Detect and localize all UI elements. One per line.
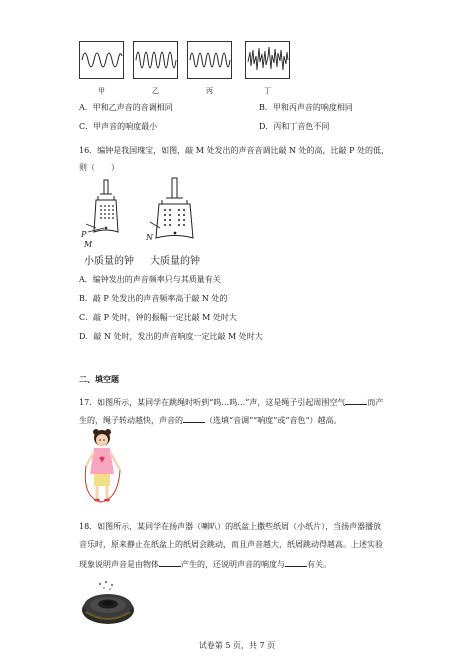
jump-rope-girl-illustration <box>80 426 126 506</box>
waveform-label-ding: 丁 <box>264 87 271 95</box>
q18-blank-1[interactable] <box>159 558 181 567</box>
bell-label-p: P <box>81 230 87 239</box>
q18-line1: 18．如图所示，某同学在扬声器（喇叭）的纸盆上撒些纸屑（小纸片），当扬声器播放 <box>79 522 382 531</box>
bell-caption-large: 大质量的钟 <box>150 256 200 267</box>
q15-option-b: B．甲和丙声音的响度相同 <box>259 103 353 112</box>
q15-option-c: C．甲声音的响度最小 <box>79 122 158 131</box>
q17-line1-tail: 而产 <box>367 398 384 407</box>
page-footer: 试卷第 5 页，共 7 页 <box>198 641 276 650</box>
bell-label-m: M <box>84 240 93 249</box>
waveform-ding-graphic <box>246 42 289 78</box>
q17-line2-text: 生的，绳子转动越快，声音的 <box>79 416 183 425</box>
q16-stem-line2: 则（ ） <box>79 163 119 172</box>
waveform-label-jia: 甲 <box>98 87 105 95</box>
section-title: 二、填空题 <box>79 374 119 384</box>
small-bell <box>86 180 118 232</box>
waveform-ding <box>245 41 290 79</box>
q18-line3 <box>79 558 331 570</box>
q16-option-a: A．编钟发出的声音频率只与其质量有关 <box>79 275 221 284</box>
q15-option-a: A．甲和乙声音的音调相同 <box>79 103 173 112</box>
q17-line1 <box>79 396 383 408</box>
q16-stem-line1: 16．编钟是我国瑰宝，如图，敲 M 处发出的声音音调比敲 N 处的高，比敲 P 处的低， <box>79 146 390 155</box>
q16-option-d: D．敲 N 处时，发出的声音响度一定比敲 M 处时大 <box>79 332 263 341</box>
q18-line3-text: 现象说明声音是由物体 <box>79 560 159 569</box>
bell-label-n: N <box>146 233 153 242</box>
q17-line2-tail: （选填“音调”“响度”或“音色”）越高。 <box>205 416 342 425</box>
bells-figure <box>80 176 210 252</box>
waveform-label-bing: 丙 <box>206 87 213 95</box>
q16-option-c: C．敲 P 处时，钟的振幅一定比敲 M 处时大 <box>79 313 237 322</box>
waveform-jia <box>79 41 124 79</box>
q16-option-b: B．敲 P 处发出的声音频率高于敲 N 处的 <box>79 294 228 303</box>
bell-caption-small: 小质量的钟 <box>84 256 134 267</box>
q15-option-d: D．丙和丁音色不同 <box>259 122 330 131</box>
q18-line3-tail: 有关。 <box>307 560 331 569</box>
waveform-label-yi: 乙 <box>152 87 159 95</box>
waveform-bing-graphic <box>188 42 231 78</box>
waveform-yi <box>133 41 178 79</box>
waveform-jia-graphic <box>80 42 123 78</box>
q18-line2: 音乐时，原来静止在纸盆上的纸屑会跳动，而且声音越大，纸屑跳动得越高。上述实验 <box>79 540 383 549</box>
q17-line1-text: 17．如图所示，某同学在跳绳时听到“呜…呜…”声，这是绳子引起周围空气 <box>79 398 346 407</box>
q18-line3-mid: 产生的，还说明声音的响度与 <box>181 560 285 569</box>
speaker-illustration <box>80 580 136 626</box>
q17-blank-1[interactable] <box>345 396 367 405</box>
waveform-yi-graphic <box>134 42 177 78</box>
q17-blank-2[interactable] <box>183 414 205 423</box>
waveform-bing <box>187 41 232 79</box>
q17-line2 <box>79 414 342 426</box>
large-bell <box>150 178 193 238</box>
q18-blank-2[interactable] <box>285 558 307 567</box>
